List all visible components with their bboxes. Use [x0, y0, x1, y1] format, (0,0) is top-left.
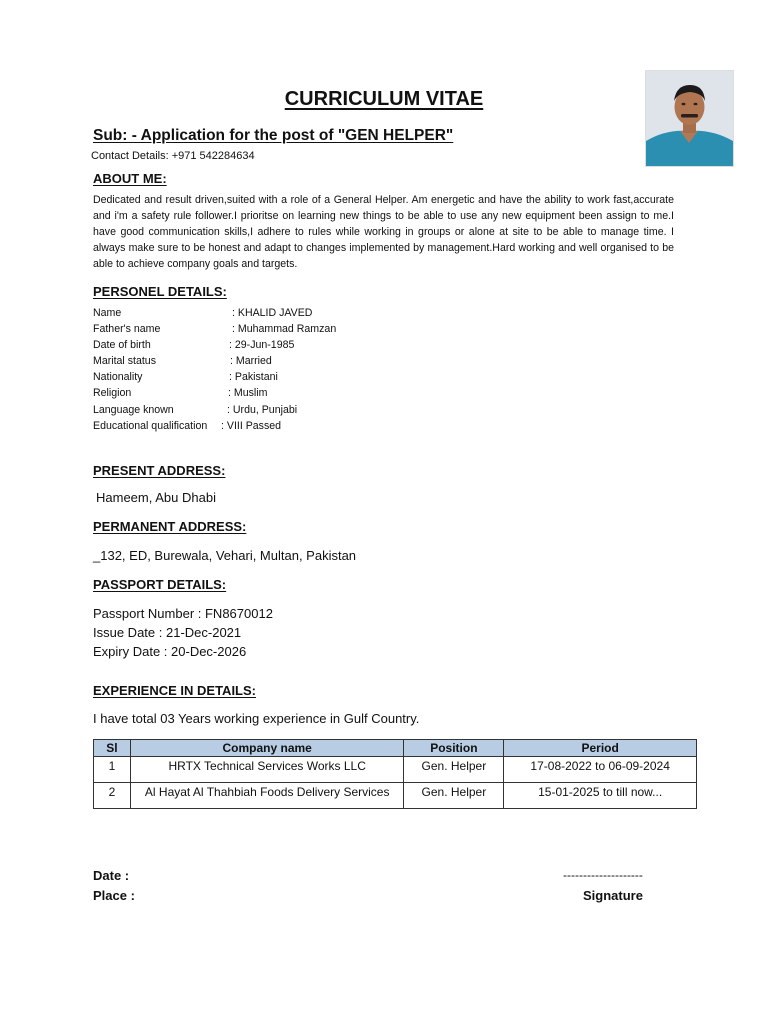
- passport-issue-date: Issue Date : 21-Dec-2021: [93, 625, 242, 640]
- cell-position: Gen. Helper: [404, 783, 504, 809]
- signature-line: --------------------: [563, 868, 643, 882]
- personal-value: : Pakistani: [229, 371, 278, 384]
- personal-value: : Muslim: [228, 387, 268, 400]
- passport-heading: PASSPORT DETAILS:: [93, 577, 227, 592]
- profile-photo: [645, 70, 734, 167]
- passport-number: Passport Number : FN8670012: [93, 606, 273, 621]
- personal-value: : KHALID JAVED: [232, 307, 313, 319]
- present-address-text: Hameem, Abu Dhabi: [96, 490, 216, 505]
- personal-label: Nationality: [93, 371, 143, 384]
- application-subject: Sub: - Application for the post of "GEN HELPER": [93, 127, 454, 144]
- personal-label: Date of birth: [93, 339, 151, 352]
- contact-details: Contact Details: +971 542284634: [91, 150, 255, 162]
- cell-sl: 1: [94, 757, 131, 783]
- date-label: Date :: [93, 868, 130, 883]
- cell-period: 17-08-2022 to 06-09-2024: [504, 757, 697, 783]
- portrait-image: [646, 71, 733, 166]
- personal-label: Name: [93, 307, 122, 319]
- about-heading: ABOUT ME:: [93, 171, 167, 186]
- experience-heading: EXPERIENCE IN DETAILS:: [93, 683, 257, 698]
- personal-label: Father's name: [93, 323, 161, 336]
- personal-label: Language known: [93, 403, 174, 416]
- personal-value: : Married: [230, 355, 272, 368]
- permanent-address-text: _132, ED, Burewala, Vehari, Multan, Pakistan: [93, 548, 357, 563]
- signature-label: Signature: [583, 888, 643, 903]
- experience-table: [93, 739, 697, 809]
- personal-label: Religion: [93, 387, 132, 400]
- column-header-position: Position: [404, 740, 504, 757]
- permanent-address-heading: PERMANENT ADDRESS:: [93, 519, 247, 534]
- cell-company: Al Hayat Al Thahbiah Foods Delivery Services: [130, 783, 404, 809]
- cell-position: Gen. Helper: [404, 757, 504, 783]
- cell-sl: 2: [94, 783, 131, 809]
- about-text: Dedicated and result driven,suited with a role of a General Helper. Am energetic and have the ability to work fast,accurate and i'm a safety rule follower.I prioritse on learning new things to be able to use any new equipment been assign to me.I have good communication skills,I adhere to rules while working in groups or alone at site to be able to manage time. I always make sure to be honest and adapt to changes implemented by management.Hard working and well organised to be able to achieve company goals and targets.: [93, 194, 674, 270]
- table-row: [94, 783, 697, 809]
- experience-summary: I have total 03 Years working experience in Gulf Country.: [93, 711, 420, 726]
- personal-value: : Urdu, Punjabi: [227, 403, 298, 416]
- column-header-company: Company name: [130, 740, 404, 757]
- passport-expiry-date: Expiry Date : 20-Dec-2026: [93, 644, 247, 659]
- cell-company: HRTX Technical Services Works LLC: [130, 757, 404, 783]
- column-header-sl: Sl: [94, 740, 131, 757]
- personal-details-heading: PERSONEL DETAILS:: [93, 284, 227, 299]
- table-header-row: [94, 740, 697, 757]
- present-address-heading: PRESENT ADDRESS:: [93, 463, 226, 478]
- place-label: Place :: [93, 888, 135, 903]
- table-row: [94, 757, 697, 783]
- personal-value: : 29-Jun-1985: [229, 339, 295, 352]
- personal-label: Marital status: [93, 355, 156, 368]
- cell-period: 15-01-2025 to till now...: [504, 783, 697, 809]
- column-header-period: Period: [504, 740, 697, 757]
- personal-label: Educational qualification: [93, 419, 208, 432]
- personal-value: : VIII Passed: [221, 419, 282, 432]
- document-title: CURRICULUM VITAE: [284, 88, 484, 110]
- personal-value: : Muhammad Ramzan: [232, 323, 337, 336]
